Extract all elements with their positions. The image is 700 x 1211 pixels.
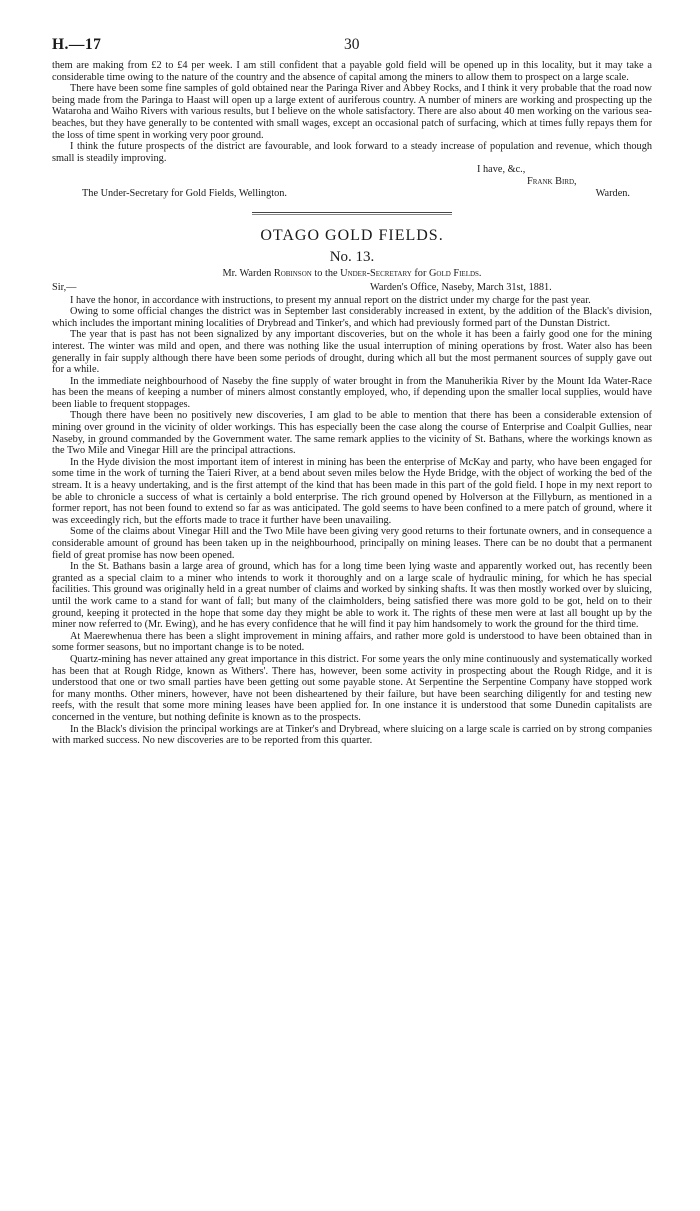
from-name: Robinson [273,267,312,279]
salutation-row [52,282,652,295]
to-word: to the [314,267,338,279]
section-title: OTAGO GOLD FIELDS. [260,226,444,244]
to-name: Under-Secretary [340,267,412,279]
section-divider [252,212,452,215]
report-body [52,295,652,747]
paragraph: At Maerewhenua there has been a slight improvement in mining affairs, and rather more gold is understood to have been obtained than in some former seasons, but no important change is to be noted. [52,630,652,654]
paragraph: In the immediate neighbourhood of Naseby the fine supply of water brought in from the Manuherikia River by the Mount Ida Water-Race has been the means of keeping a number of miners almost constantly employed, who, if depending upon the smaller local supplies, would have been liable to frequent stoppages. [52,375,652,410]
letter-heading [52,268,652,280]
paragraph: I think the future prospects of the district are favourable, and look forward to a steady increase of population and revenue, which though small is steadily improving. [52,141,652,164]
place-date: Warden's Office, Naseby, March 31st, 1881. [370,281,552,293]
from-prefix: Mr. Warden [222,267,272,279]
paragraph: Quartz-mining has never attained any great importance in this district. For some years the only mine continuously and systematically worked has been that at Rough Ridge, known as Withers'. There has, however, been some activity in prospecting about the Rough Ridge, and it is understood that one or two small parties have been getting out some payable stone. At Serpentine the Serpentine Company have stopped work for many months. Other miners, however, have not been disheartened by their failure, but have been searching diligently for and testing new reefs, with the result that some more mining leases have been applied for. In one instance it is understood that some Dunedin capitalists are concerned in the venture, but nothing definite is known as to the prospects. [52,653,652,723]
paragraph: Some of the claims about Vinegar Hill and the Two Mile have been giving very good returns to their fortunate owners, and in consequence a considerable amount of ground has been taken up in the neighbourhood, principally on mining leases. There can be no doubt that a permanent field of great promise has now been opened. [52,526,652,561]
paragraph: The year that is past has not been signalized by any important discoveries, but on the whole it has been a fairly good one for the mining interest. The winter was mild and open, and there was nothing like the usual interruption of mining operations by frost. Water also has been generally in fair supply although there have been some periods of drought, during which all but the most permanent sources of supply gave out for a while. [52,329,652,376]
addressee: The Under-Secretary for Gold Fields, Wellington. [82,187,287,199]
for-word: for [414,267,427,279]
for-name: Gold Fields. [428,267,482,279]
paragraph: In the Hyde division the most important item of interest in mining has been the enterprise of McKay and party, who have been engaged for some time in the work of turning the Taieri River, at a bend about seven miles below the Hyde Bridge, with the object of working the bed of the stream. It is a heavy undertaking, and is the first attempt of the kind that has been made in this part of the gold field. I hope in my next report to be able to chronicle a success of what is certainly a bold enterprise. The rich ground opened by Holverson at the Fillyburn, as mentioned in a former report, has not been found to extend so far as was anticipated. The gold seems to have been confined to a mere patch of ground, where it was exceedingly rich, but the efforts made to trace it further have been unavailing. [52,456,652,526]
signature-name: Frank Bird, [527,175,577,187]
page-header [52,36,652,60]
letter-closing [52,164,652,199]
closing-greeting: I have, &c., [477,164,526,176]
paragraph: In the St. Bathans basin a large area of ground, which has for a long time been lying waste and apparently worked out, has recently been granted as a special claim to a miner who intends to work it thoroughly and on a large scale of hydraulic mining, for which he has special facilities. This ground was originally held in a great number of claims and worked by sinking shafts. It was then mostly worked over by sluicing, until the work came to a stand for want of fall; but many of the claimholders, being satisfied there was more gold to be got, held on to their ground, keeping it protected in the hope that some day they might be able to work it. The rights of these men were at last all bought up by the miner now referred to (Mr. Ewing), and he has every confidence that he will find it pay him handsomely to work the ground for the third time. [52,561,652,631]
document-page [52,36,652,747]
paragraph: them are making from £2 to £4 per week. I am still confident that a payable gold field will be opened up in this locality, but it may take a considerable time owing to the nature of the country and the absence of capital among the miners to allow them to prospect on a large scale. [52,60,652,83]
paragraph: In the Black's division the principal workings are at Tinker's and Drybread, where sluicing on a large scale is carried on by strong companies with marked success. No new discoveries are to be reported from this quarter. [52,723,652,747]
document-code: H.—17 [52,36,102,53]
paragraph: Though there have been no positively new discoveries, I am glad to be able to mention that there has been a considerable extension of mining over ground in the vicinity of older workings. This has especially been the case along the course of Enterprise and Coalpit Gullies, near Naseby, in ground commanded by the Government water. The same remark applies to the vicinity of St. Bathans, where the workings known as the Two Mile and Vinegar Hill are the principal attractions. [52,410,652,457]
page-number: 30 [344,36,360,53]
salutation: Sir,— [52,281,77,293]
section-number: No. 13. [329,248,375,265]
paragraph: Owing to some official changes the district was in September last considerably increased in extent, by the addition of the Black's division, which includes the important mining localities of Drybread and Tinker's, and which had previously formed part of the Dunstan District. [52,306,652,329]
intro-section [52,60,652,164]
paragraph: I have the honor, in accordance with instructions, to present my annual report on the district under my charge for the past year. [70,294,591,306]
signatory-role: Warden. [595,187,630,199]
paragraph: There have been some fine samples of gold obtained near the Paringa River and Abbey Rocks, and I think it very probable that the road now being made from the Paringa to Haast will open up a large extent of auriferous country. A number of miners are working and prospecting up the Wataroha and Waiho Rivers with various results, but I believe on the whole satisfactory. There are also about 40 men working on the various sea-beaches, but they have generally to be contented with small wages, except an occasional patch of surfacing, which at times fully repays them for the loss of time spent in working very poor ground. [52,83,652,141]
